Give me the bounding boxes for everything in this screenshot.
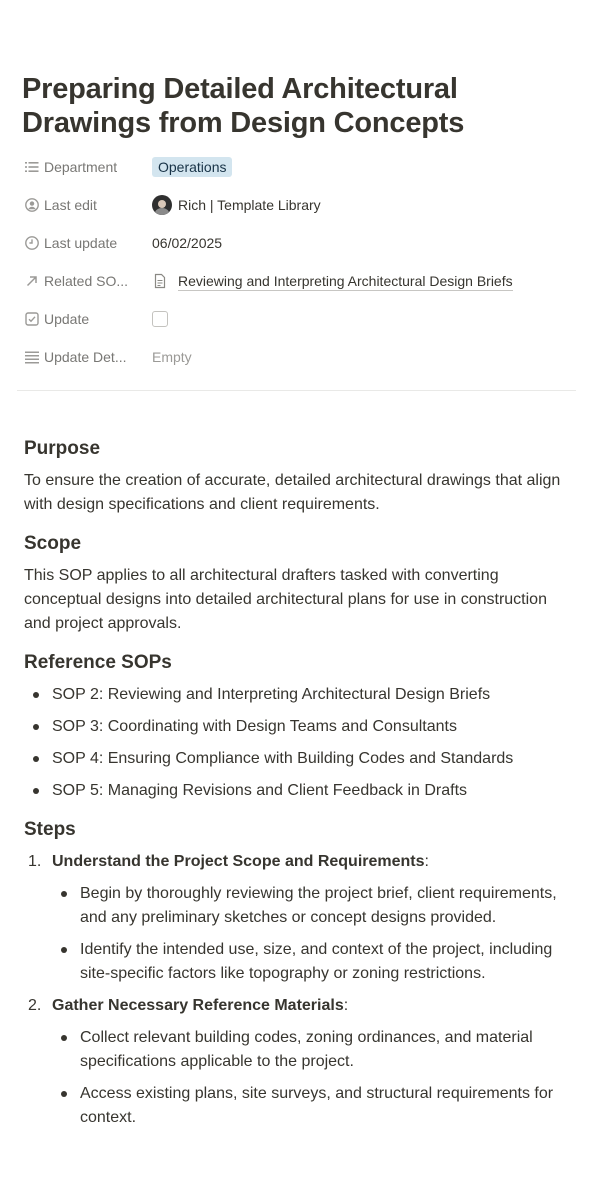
step-colon: : — [424, 853, 429, 870]
list-item: SOP 3: Coordinating with Design Teams and Consultants — [24, 715, 576, 739]
heading-reference-sops: Reference SOPs — [24, 652, 172, 673]
property-label-related-sops[interactable]: Related SO... — [24, 262, 144, 300]
clock-icon — [24, 235, 40, 251]
step-number: 1. — [28, 853, 42, 870]
update-checkbox[interactable] — [152, 311, 168, 327]
purpose-text: To ensure the creation of accurate, detailed architectural drawings that align with design specifications and client requirements. — [24, 472, 561, 513]
heading-scope: Scope — [24, 533, 82, 554]
property-update[interactable] — [24, 300, 576, 338]
list-icon — [24, 159, 40, 175]
step-colon: : — [343, 997, 349, 1014]
property-last-update[interactable] — [24, 224, 576, 262]
section-steps — [24, 817, 576, 1130]
text-lines-icon — [24, 349, 40, 365]
page-icon — [152, 273, 168, 289]
property-label-last-update[interactable]: Last update — [24, 224, 144, 262]
steps-list — [24, 850, 576, 1130]
update-details-empty: Empty — [152, 349, 192, 365]
list-item: Collect relevant building codes, zoning ordinances, and material specifications applicable to the project. — [52, 1026, 576, 1074]
property-label-update-details[interactable]: Update Det... — [24, 338, 144, 376]
property-last-edit[interactable] — [24, 186, 576, 224]
divider — [17, 390, 576, 391]
step-number: 2. — [28, 997, 42, 1014]
heading-steps: Steps — [24, 819, 76, 840]
property-value-update[interactable] — [152, 300, 168, 338]
property-update-details[interactable] — [24, 338, 576, 376]
list-item: Begin by thoroughly reviewing the project brief, client requirements, and any preliminary sketches or concept designs provided. — [52, 882, 576, 930]
heading-purpose: Purpose — [24, 438, 101, 459]
arrow-up-right-icon — [24, 273, 40, 289]
property-value-last-update[interactable] — [152, 224, 222, 262]
reference-sops-list — [24, 683, 576, 803]
property-value-related-sops[interactable] — [152, 262, 513, 300]
page-content — [24, 436, 576, 1138]
step-bullets — [52, 1026, 576, 1130]
section-reference-sops — [24, 650, 576, 803]
step-item — [24, 994, 576, 1130]
property-label-update[interactable]: Update — [24, 300, 144, 338]
list-item: Identify the intended use, size, and context of the project, including site-specific factors like topography or zoning restrictions. — [52, 938, 576, 986]
property-value-department[interactable] — [152, 148, 232, 186]
last-update-date: 06/02/2025 — [152, 235, 223, 251]
avatar — [152, 195, 172, 215]
user-circle-icon — [24, 197, 40, 213]
property-related-sops[interactable] — [24, 262, 576, 300]
list-item: SOP 5: Managing Revisions and Client Feedback in Drafts — [24, 779, 576, 803]
section-scope — [24, 531, 576, 636]
step-title: Understand the Project Scope and Requirements — [52, 853, 425, 870]
properties-panel — [24, 148, 576, 376]
checkbox-icon — [24, 311, 40, 327]
list-item: SOP 2: Reviewing and Interpreting Architectural Design Briefs — [24, 683, 576, 707]
step-title: Gather Necessary Reference Materials — [52, 997, 344, 1014]
property-value-last-edit[interactable] — [152, 186, 321, 224]
property-value-update-details[interactable] — [152, 338, 192, 376]
step-bullets — [52, 882, 576, 986]
property-label-last-edit[interactable]: Last edit — [24, 186, 144, 224]
related-sop-link[interactable]: Reviewing and Interpreting Architectural Design Briefs — [178, 272, 513, 289]
step-item — [24, 850, 576, 986]
department-tag[interactable]: Operations — [152, 157, 232, 177]
property-department[interactable] — [24, 148, 576, 186]
scope-text: This SOP applies to all architectural drafters tasked with converting conceptual designs into detailed architectural plans for use in construction and project approvals. — [24, 567, 547, 632]
last-edit-user: Rich | Template Library — [178, 197, 321, 213]
list-item: Access existing plans, site surveys, and structural requirements for context. — [52, 1082, 576, 1130]
list-item: SOP 4: Ensuring Compliance with Building Codes and Standards — [24, 747, 576, 771]
page-title: Preparing Detailed Architectural Drawings from Design Concepts — [22, 73, 465, 139]
section-purpose — [24, 436, 576, 517]
property-label-department[interactable]: Department — [24, 148, 144, 186]
